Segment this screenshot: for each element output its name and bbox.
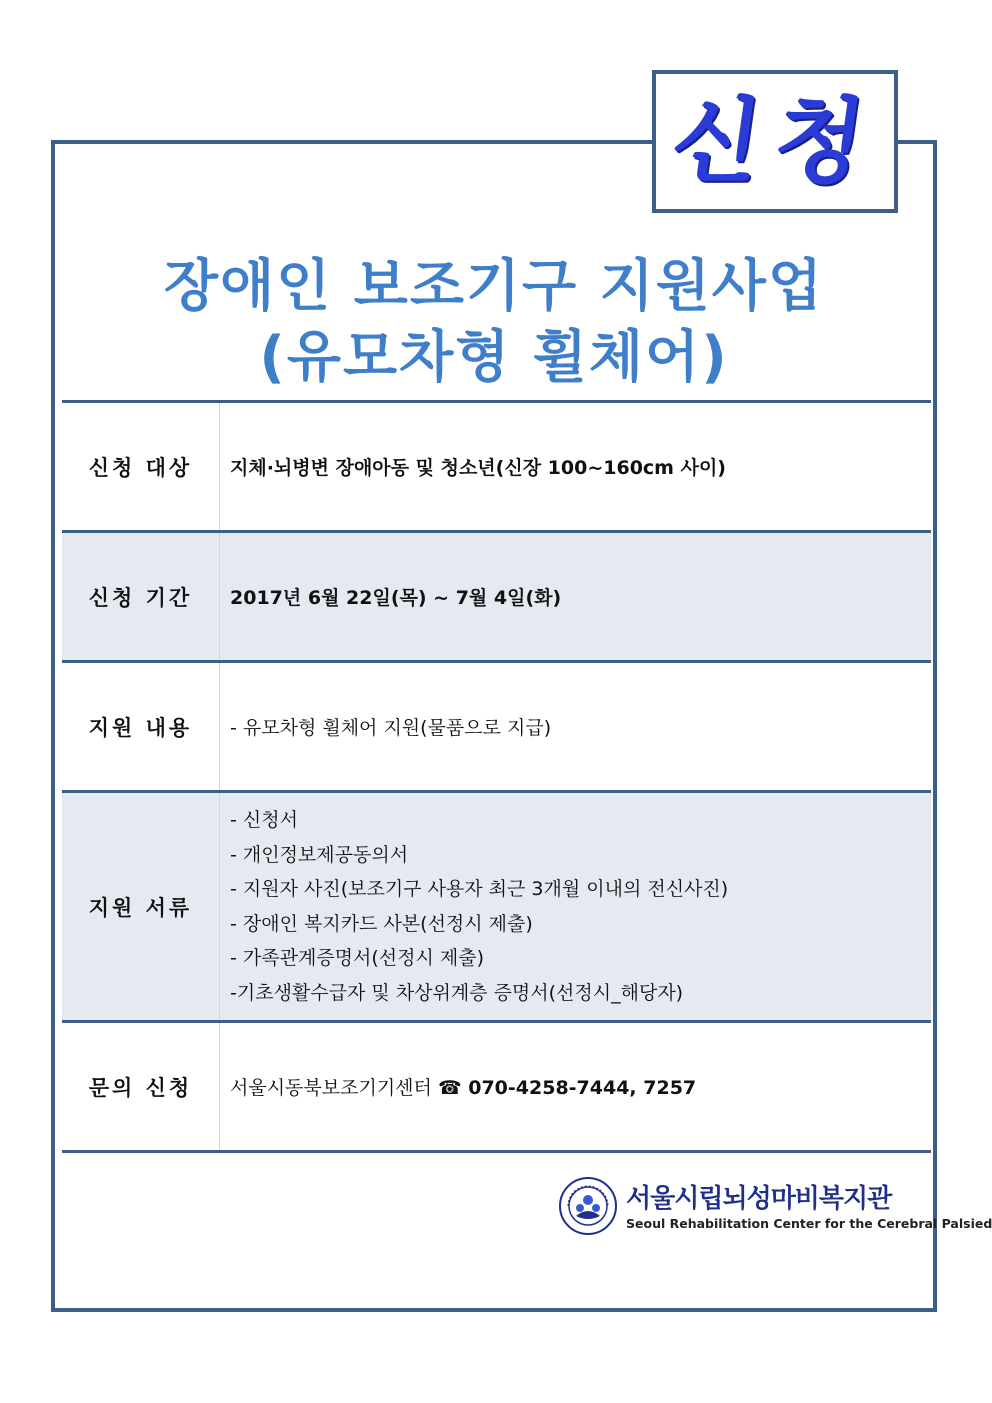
list-item: - 개인정보제공동의서 bbox=[230, 843, 409, 866]
row-value: 지체·뇌병변 장애아동 및 청소년(신장 100~160cm 사이) bbox=[230, 457, 726, 479]
row-documents bbox=[62, 792, 931, 1022]
row-label: 지원 서류 bbox=[62, 792, 220, 1022]
row-value: - 유모차형 휠체어 지원(물품으로 지급) bbox=[230, 717, 552, 739]
row-value: 2017년 6월 22일(목) ~ 7월 4일(화) bbox=[230, 587, 562, 609]
apply-badge-text: 신청 bbox=[664, 87, 886, 195]
contact-phone: ☎ 070-4258-7444, 7257 bbox=[437, 1077, 697, 1099]
poster-title: 장애인 보조기구 지원사업 bbox=[163, 254, 825, 319]
list-item: - 장애인 복지카드 사본(선정시 제출) bbox=[230, 912, 533, 935]
list-item: - 지원자 사진(보조기구 사용자 최근 3개월 이내의 전신사진) bbox=[230, 878, 729, 900]
list-item: - 신청서 bbox=[230, 809, 298, 831]
row-label: 신청 대상 bbox=[62, 402, 220, 532]
document-list bbox=[220, 792, 932, 1022]
row-target bbox=[62, 402, 931, 532]
apply-badge bbox=[652, 70, 898, 213]
org-seal-icon bbox=[558, 1176, 618, 1236]
contact-center-name: 서울시동북보조기기센터 bbox=[230, 1077, 432, 1099]
row-period bbox=[62, 532, 931, 662]
org-logo bbox=[558, 1176, 992, 1238]
contact-value bbox=[220, 1022, 932, 1152]
info-table bbox=[62, 400, 931, 1153]
row-label: 문의 신청 bbox=[62, 1022, 220, 1152]
row-contact bbox=[62, 1022, 931, 1152]
row-support-content bbox=[62, 662, 931, 792]
row-label: 지원 내용 bbox=[62, 662, 220, 792]
list-item: - 가족관계증명서(선정시 제출) bbox=[230, 947, 485, 969]
row-label: 신청 기간 bbox=[62, 532, 220, 662]
org-name-korean: 서울시립뇌성마비복지관 bbox=[626, 1184, 892, 1214]
org-name-english: Seoul Rehabilitation Center for the Cerebral Palsied bbox=[626, 1216, 992, 1231]
poster-subtitle: (유모차형 휠체어) bbox=[259, 325, 729, 390]
list-item: -기초생활수급자 및 차상위계층 증명서(선정시_해당자) bbox=[230, 981, 684, 1004]
